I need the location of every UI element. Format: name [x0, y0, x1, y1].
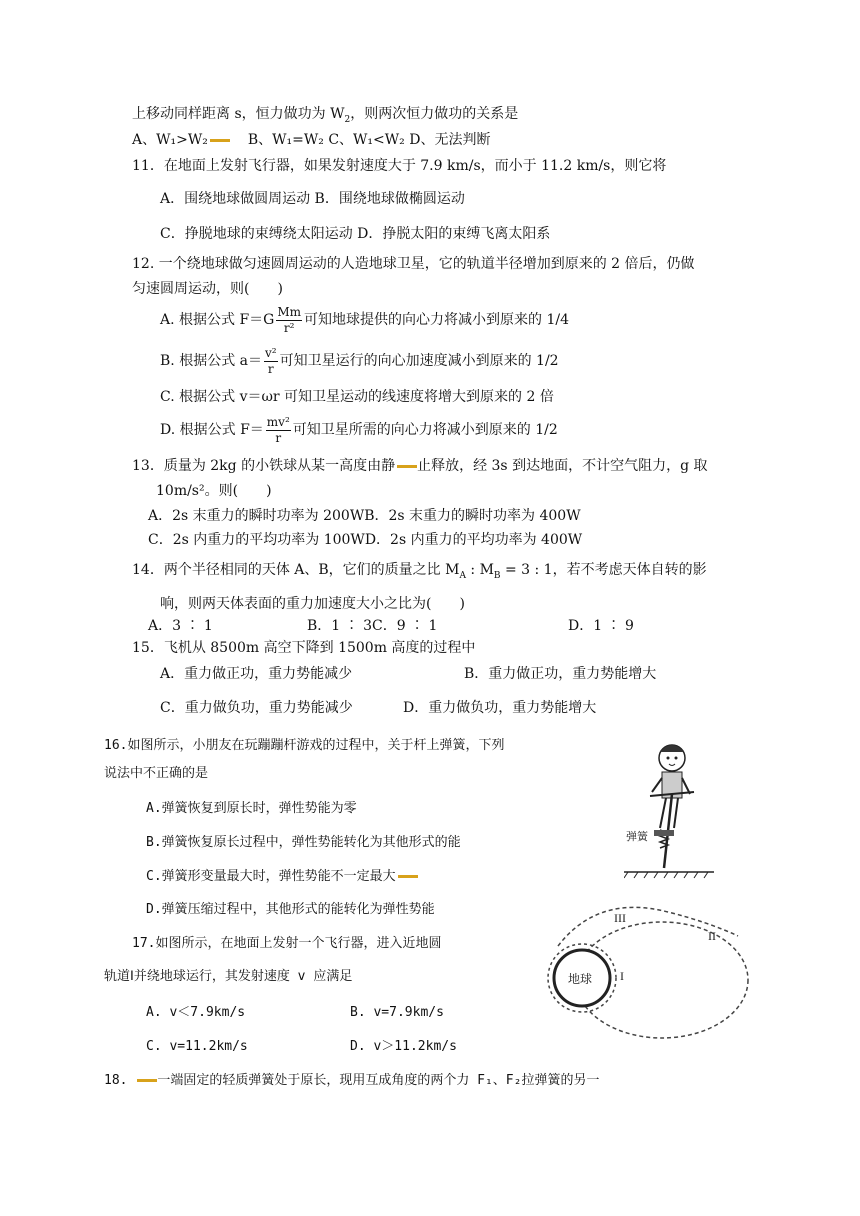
- orbit-diagram: [538, 900, 753, 1050]
- q16-option-a: A.弹簧恢复到原长时，弹性势能为零: [146, 801, 357, 816]
- highlight-mark: [210, 139, 230, 142]
- earth-label: 地球: [568, 972, 593, 986]
- pogo-stick-figure: [624, 730, 714, 880]
- q17-option-a: A. v＜7.9km/s: [146, 1005, 246, 1020]
- q16-option-b: B.弹簧恢复原长过程中，弹性势能转化为其他形式的能: [146, 835, 461, 850]
- q11-options-cd: C．挣脱地球的束缚绕太阳运动 D．挣脱太阳的束缚飞离太阳系: [160, 226, 551, 242]
- q13-stem-line2: 10m/s²。则( ): [156, 483, 272, 499]
- q13-options-cd: C．2s 内重力的平均功率为 100WD．2s 内重力的平均功率为 400W: [148, 532, 583, 548]
- q17-option-b: B. v=7.9km/s: [350, 1005, 444, 1020]
- q15-option-d: D．重力做负功，重力势能增大: [403, 700, 597, 716]
- q16-option-c: C.弹簧形变量最大时，弹性势能不一定最大: [146, 867, 418, 887]
- orbit-ii-label: II: [708, 929, 716, 943]
- q12-stem-line2: 匀速圆周运动，则( ): [132, 281, 283, 297]
- q15-option-c: C．重力做负功，重力势能减少: [160, 700, 353, 716]
- q14-option-a: A．3 ∶ 1: [148, 618, 213, 634]
- q14-option-d: D．1 ∶ 9: [568, 618, 634, 634]
- q12-option-d: D. 根据公式 F＝ $\frac{\text{mv²}}{r}$ 可知卫星所需的向心力将减小到原来的 1/2: [160, 414, 558, 445]
- highlight-mark: [397, 465, 417, 468]
- q12-option-b: B. 根据公式 a＝ $\frac{\text{v²}}{r}$ 可知卫星运行的向心加速度减小到原来的 1/2: [160, 345, 559, 376]
- q12-option-c: C. 根据公式 v＝ωr 可知卫星运动的线速度将增大到原来的 2 倍: [160, 389, 554, 405]
- q13-options-ab: A．2s 末重力的瞬时功率为 200WB．2s 末重力的瞬时功率为 400W: [148, 508, 581, 524]
- q17-option-d: D. v＞11.2km/s: [350, 1039, 457, 1054]
- q11-options-ab: A．围绕地球做圆周运动 B．围绕地球做椭圆运动: [160, 191, 465, 207]
- q15-option-a: A．重力做正功，重力势能减少: [160, 666, 353, 682]
- q10-options: A、W₁>W₂ B、W₁=W₂ C、W₁<W₂ D、无法判断: [132, 132, 491, 148]
- q14-stem-line2: 响，则两天体表面的重力加速度大小之比为( ): [160, 596, 465, 612]
- q16-stem-line2: 说法中不正确的是: [104, 766, 209, 781]
- q12-option-a: A. 根据公式 F＝G $\frac{Mm}{\text{r²}}$ 可知地球提供的向心力将减小到原来的 1/4: [160, 304, 570, 335]
- q10-continuation: 上移动同样距离 s，恒力做功为 $W_2$，则两次恒力做功的关系是: [132, 106, 519, 125]
- orbit-iii-label: III: [614, 911, 626, 925]
- q14-options-bc: B．1 ∶ 3C．9 ∶ 1: [307, 618, 438, 634]
- q17-stem-line2: 轨道Ⅰ并绕地球运行，其发射速度 v 应满足: [104, 969, 353, 984]
- q18-stem: 18. 一端固定的轻质弹簧处于原长，现用互成角度的两个力 F₁、F₂拉弹簧的另一: [104, 1073, 600, 1088]
- q16-option-d: D.弹簧压缩过程中，其他形式的能转化为弹性势能: [146, 902, 435, 917]
- q15-stem: 15．飞机从 8500m 高空下降到 1500m 高度的过程中: [132, 640, 476, 656]
- q16-stem-line1: 16.如图所示，小朋友在玩蹦蹦杆游戏的过程中，关于杆上弹簧，下列: [104, 738, 505, 753]
- orbit-i-label: I: [620, 969, 624, 983]
- q14-stem-line1: 14．两个半径相同的天体 A、B，它们的质量之比 $M_A$ : $M_B = 3$ : 1，若不考虑天体自转的影: [132, 562, 707, 581]
- q18-number: 18.: [104, 1073, 136, 1088]
- q15-option-b: B．重力做正功，重力势能增大: [464, 666, 657, 682]
- q17-option-c: C. v=11.2km/s: [146, 1039, 248, 1054]
- child-hair: [660, 745, 684, 752]
- highlight-mark: [137, 1079, 157, 1082]
- q17-stem-line1: 17.如图所示，在地面上发射一个飞行器，进入近地圆: [132, 936, 442, 951]
- q13-stem-line1: 13．质量为 2kg 的小铁球从某一高度由静 止释放，经 3s 到达地面，不计空气阻力，g 取: [132, 458, 708, 474]
- spring-label: 弹簧: [626, 831, 648, 843]
- q11-stem: 11．在地面上发射飞行器，如果发射速度大于 7.9 km/s，而小于 11.2 km/s，则它将: [132, 158, 667, 174]
- highlight-mark: [398, 875, 418, 878]
- q12-stem-line1: 12. 一个绕地球做匀速圆周运动的人造地球卫星，它的轨道半径增加到原来的 2 倍后，仍做: [132, 256, 695, 272]
